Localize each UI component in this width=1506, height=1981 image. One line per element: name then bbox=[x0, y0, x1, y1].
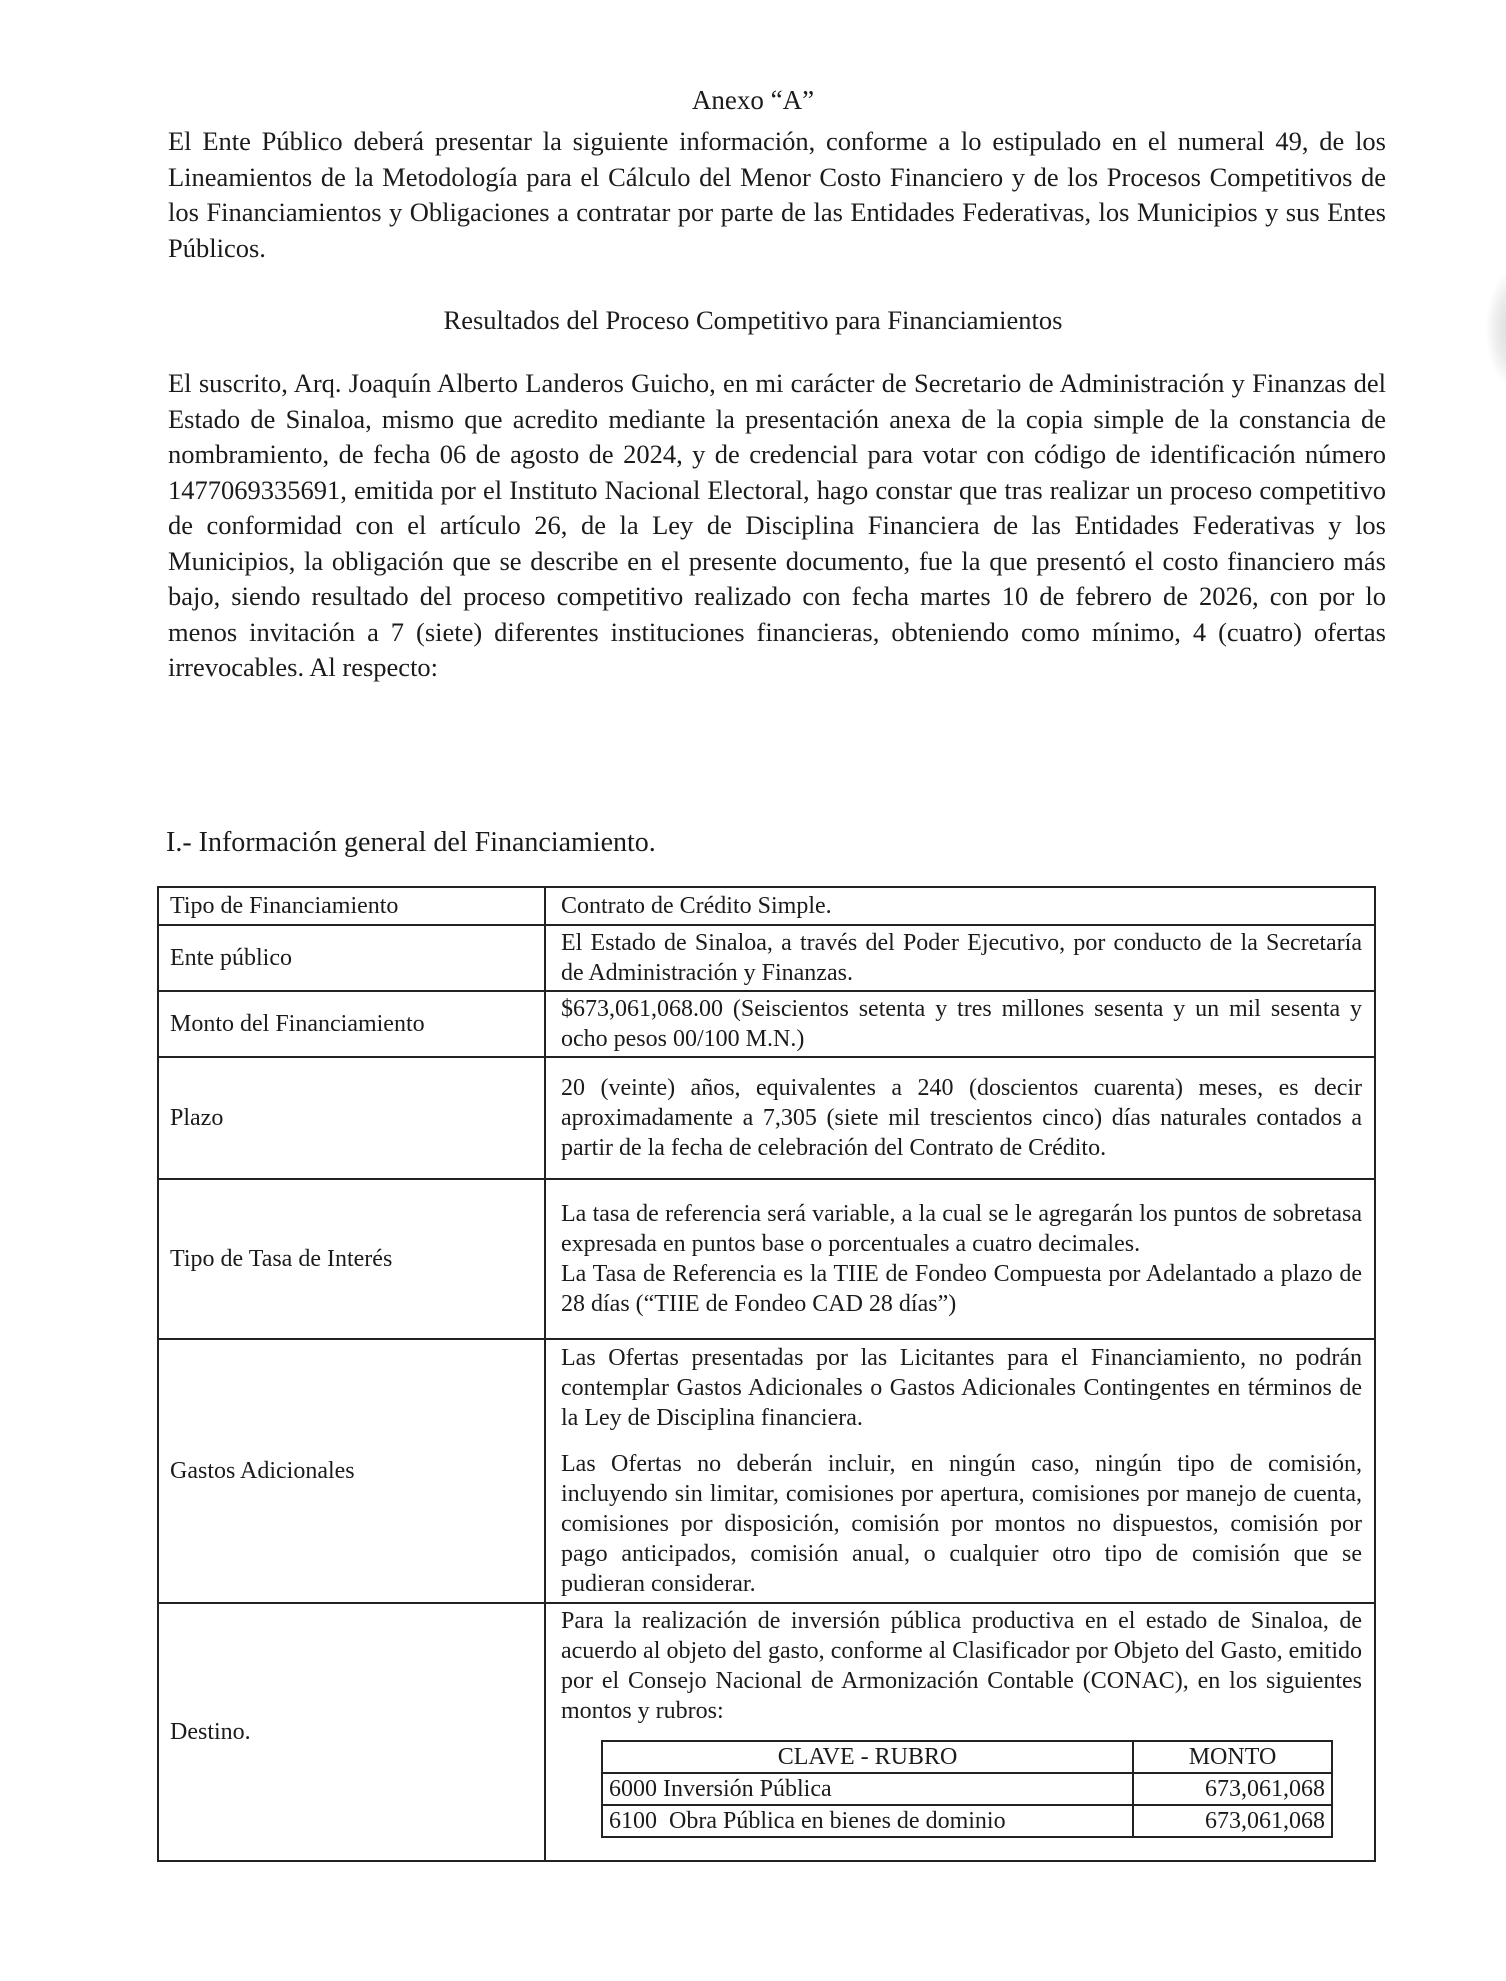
row-label: Ente público bbox=[158, 925, 545, 991]
statement-paragraph: El suscrito, Arq. Joaquín Alberto Landeros Guicho, en mi carácter de Secretario de Administración y Finanzas del Estado de Sinaloa, mismo que acredito mediante la presentación anexa de la copia simple de la constancia de nombramiento, de fecha 06 de agosto de 2024, y de credencial para votar con código de identificación número 1477069335691, emitida por el Instituto Nacional Electoral, hago constar que tras realizar un proceso competitivo de conformidad con el artículo 26, de la Ley de Disciplina Financiera de las Entidades Federativas y los Municipios, la obligación que se describe en el presente documento, fue la que presentó el costo financiero más bajo, siendo resultado del proceso competitivo realizado con fecha martes 10 de febrero de 2026, con por lo menos invitación a 7 (siete) diferentes instituciones financieras, obteniendo como mínimo, 4 (cuatro) ofertas irrevocables. Al respecto: bbox=[168, 368, 1386, 682]
rubro-header: CLAVE - RUBRO bbox=[602, 1741, 1133, 1773]
rubro-cell: 6000 Inversión Pública bbox=[602, 1773, 1133, 1805]
section-title: I.- Información general del Financiamiento. bbox=[166, 827, 656, 858]
row-label: Gastos Adicionales bbox=[158, 1339, 545, 1603]
rate-paragraph-2: La Tasa de Referencia es la TIIE de Fondeo Compuesta por Adelantado a plazo de 28 días (“TIIE de Fondeo CAD 28 días”) bbox=[561, 1261, 1362, 1317]
table-row bbox=[602, 1805, 1332, 1837]
row-value bbox=[545, 1339, 1375, 1603]
expenses-paragraph-2: Las Ofertas no deberán incluir, en ningún caso, ningún tipo de comisión, incluyendo sin limitar, comisiones por apertura, comisiones por manejo de cuenta, comisiones por disposición, comisión por montos no dispuestos, comisión por pago anticipados, comisión anual, o cualquier otro tipo de comisión que se pudieran considerar. bbox=[561, 1451, 1362, 1597]
row-label: Destino. bbox=[158, 1603, 545, 1861]
row-value bbox=[545, 1179, 1375, 1339]
row-value: 20 (veinte) años, equivalentes a 240 (doscientos cuarenta) meses, es decir aproximadamente a 7,305 (siete mil trescientos cinco) días naturales contados a partir de la fecha de celebración del Contrato de Crédito. bbox=[545, 1057, 1375, 1179]
results-subtitle: Resultados del Proceso Competitivo para Financiamientos bbox=[443, 305, 1063, 335]
table-row bbox=[602, 1773, 1332, 1805]
monto-cell: 673,061,068 bbox=[1133, 1805, 1332, 1837]
intro-paragraph: El Ente Público deberá presentar la siguiente información, conforme a lo estipulado en el numeral 49, de los Lineamientos de la Metodología para el Cálculo del Menor Costo Financiero y de los Procesos Competitivos de los Financiamientos y Obligaciones a contratar por parte de las Entidades Federativas, los Municipios y sus Entes Públicos. bbox=[168, 126, 1386, 263]
rubros-table bbox=[601, 1740, 1333, 1838]
table-row bbox=[158, 1179, 1375, 1339]
row-value: $673,061,068.00 (Seiscientos setenta y tres millones sesenta y un mil sesenta y ocho pesos 00/100 M.N.) bbox=[545, 991, 1375, 1057]
row-value: Contrato de Crédito Simple. bbox=[545, 887, 1375, 925]
table-row bbox=[158, 1057, 1375, 1179]
page-edge-shadow bbox=[1486, 270, 1506, 388]
rate-paragraph-1: La tasa de referencia será variable, a la cual se le agregarán los puntos de sobretasa expresada en puntos base o porcentuales a cuatro decimales. bbox=[561, 1201, 1362, 1257]
row-label: Monto del Financiamiento bbox=[158, 991, 545, 1057]
row-label: Tipo de Tasa de Interés bbox=[158, 1179, 545, 1339]
row-value bbox=[545, 1603, 1375, 1861]
table-row bbox=[158, 1339, 1375, 1603]
row-label: Tipo de Financiamiento bbox=[158, 887, 545, 925]
row-value: El Estado de Sinaloa, a través del Poder Ejecutivo, por conducto de la Secretaría de Administración y Finanzas. bbox=[545, 925, 1375, 991]
monto-header: MONTO bbox=[1133, 1741, 1332, 1773]
table-row bbox=[158, 887, 1375, 925]
table-row bbox=[158, 991, 1375, 1057]
rubros-header-row bbox=[602, 1741, 1332, 1773]
row-label: Plazo bbox=[158, 1057, 545, 1179]
monto-cell: 673,061,068 bbox=[1133, 1773, 1332, 1805]
table-row bbox=[158, 1603, 1375, 1861]
annex-title: Anexo “A” bbox=[691, 85, 815, 115]
destination-text: Para la realización de inversión pública productiva en el estado de Sinaloa, de acuerdo al objeto del gasto, conforme al Clasificador por Objeto del Gasto, emitido por el Consejo Nacional de Armonización Contable (CONAC), en los siguientes montos y rubros: bbox=[561, 1608, 1362, 1724]
table-row bbox=[158, 925, 1375, 991]
financing-info-table bbox=[157, 886, 1376, 1862]
expenses-paragraph-1: Las Ofertas presentadas por las Licitantes para el Financiamiento, no podrán contemplar Gastos Adicionales o Gastos Adicionales Contingentes en términos de la Ley de Disciplina financiera. bbox=[561, 1345, 1362, 1431]
rubro-cell: 6100 Obra Pública en bienes de dominio bbox=[602, 1805, 1133, 1837]
